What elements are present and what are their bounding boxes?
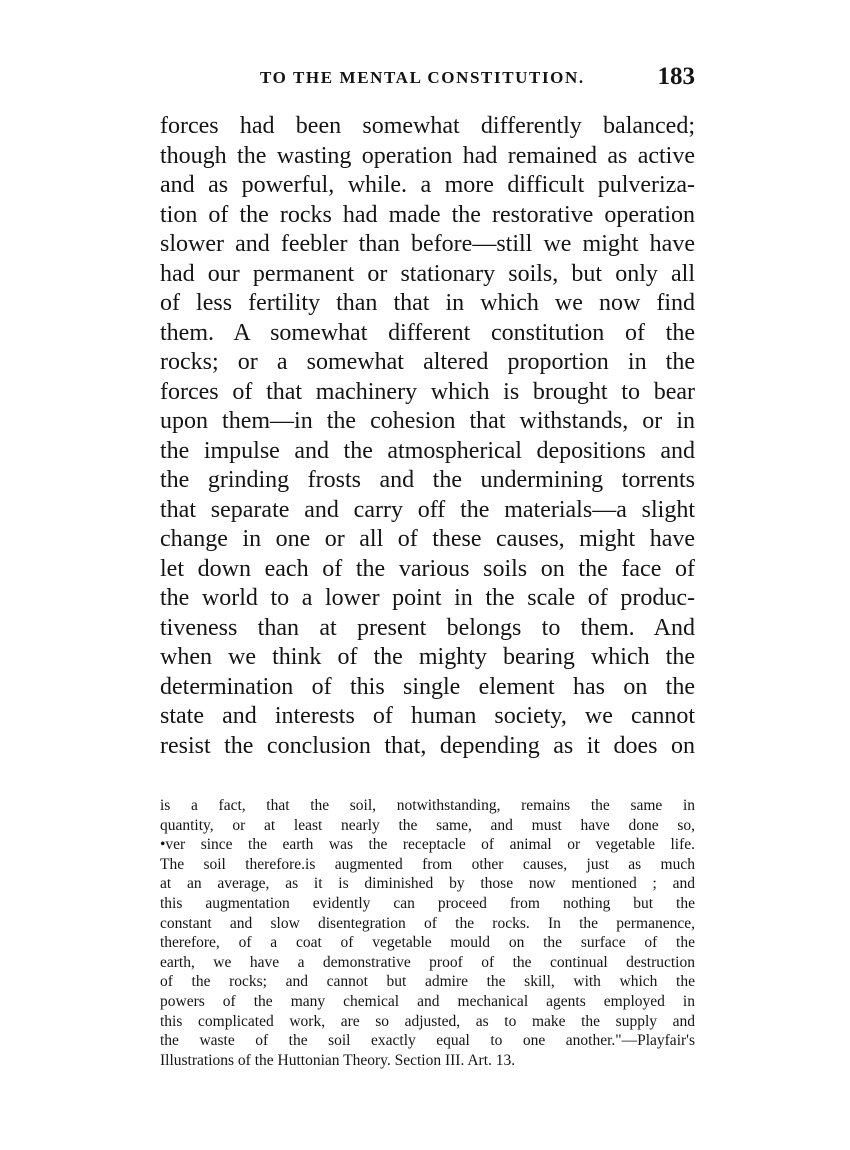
main-text xyxy=(160,112,695,761)
running-head: TO THE MENTAL CONSTITUTION. xyxy=(260,68,585,87)
text-line: of less fertility than that in which we now find xyxy=(160,290,695,316)
footnote-line: •ver since the earth was the receptacle of animal or vegetable life. xyxy=(160,836,695,854)
text-line: the grinding frosts and the undermining torrents xyxy=(160,467,695,493)
text-line: state and interests of human society, we cannot xyxy=(160,703,695,729)
text-line: tion of the rocks had made the restorative operation xyxy=(160,201,695,228)
footnote-line: is a fact, that the soil, notwithstanding, remains the same in xyxy=(160,797,695,814)
footnote-line: earth, we have a demonstrative proof of the continual destruction xyxy=(160,953,695,971)
footnote-line: Illustrations of the Huttonian Theory. Section III. Art. 13. xyxy=(160,1051,516,1069)
text-line: and as powerful, while. a more difficult pulveriza- xyxy=(160,172,695,198)
page-number: 183 xyxy=(657,63,695,90)
text-line: change in one or all of these causes, might have xyxy=(160,526,695,552)
text-line: forces of that machinery which is brought to bear xyxy=(160,378,695,405)
footnote-line: at an average, as it is diminished by those now mentioned ; and xyxy=(160,875,695,893)
footnote-line: quantity, or at least nearly the same, and must have done so, xyxy=(160,816,695,834)
text-line: upon them—in the cohesion that withstands, or in xyxy=(160,408,695,434)
text-line: that separate and carry off the materials—a slight xyxy=(160,496,695,523)
text-line: determination of this single element has on the xyxy=(160,673,695,700)
text-line: though the wasting operation had remained as active xyxy=(160,142,695,169)
footnote-line: constant and slow disentegration of the rocks. In the permanence, xyxy=(160,914,695,932)
text-line: them. A somewhat different constitution of the xyxy=(160,319,695,346)
text-line: rocks; or a somewhat altered proportion in the xyxy=(160,349,695,375)
text-line: had our permanent or stationary soils, but only all xyxy=(160,260,695,287)
footnote-line: the waste of the soil exactly equal to one another."—Playfair's xyxy=(160,1032,695,1050)
text-line: slower and feebler than before—still we might have xyxy=(160,231,695,257)
footnote-line: of the rocks; and cannot but admire the skill, with which the xyxy=(160,973,695,991)
text-line: tiveness than at present belongs to them. And xyxy=(160,614,695,641)
page-header xyxy=(160,63,695,100)
footnote-line: therefore, of a coat of vegetable mould on the surface of the xyxy=(160,934,695,952)
text-line: the impulse and the atmospherical depositions and xyxy=(160,437,695,464)
text-line: forces had been somewhat differently balanced; xyxy=(160,113,695,139)
footnote-line: this complicated work, are so adjusted, as to make the supply and xyxy=(160,1012,695,1030)
text-line: the world to a lower point in the scale of produc- xyxy=(160,585,695,611)
footnote-line: this augmentation evidently can proceed from nothing but the xyxy=(160,894,695,912)
text-line: resist the conclusion that, depending as it does on xyxy=(160,732,695,759)
text-line: let down each of the various soils on the face of xyxy=(160,555,695,582)
footnote-line: The soil therefore.is augmented from other causes, just as much xyxy=(160,855,695,873)
text-line: when we think of the mighty bearing which the xyxy=(160,644,695,670)
footnote-line: powers of the many chemical and mechanical agents employed in xyxy=(160,992,695,1010)
footnote xyxy=(160,796,695,1070)
